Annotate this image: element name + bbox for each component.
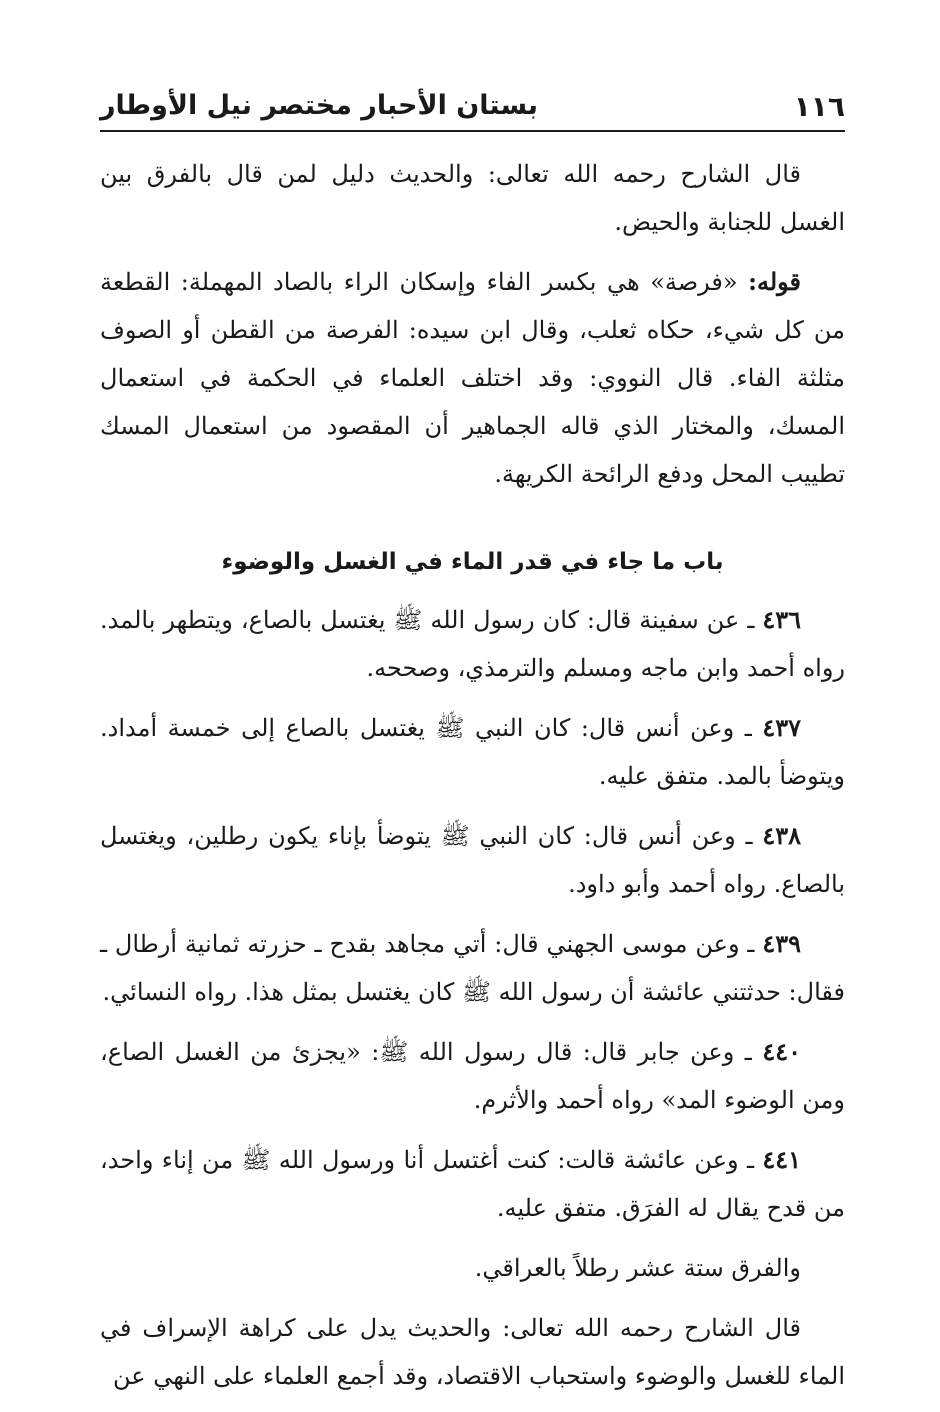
explanation-text: «فرصة» هي بكسر الفاء وإسكان الراء بالصاد المهملة: القطعة من كل شيء، حكاه ثعلب، وقال ابن سيده: الفرصة من القطن أو الصوف مثلثة الفاء. قال النووي: وقد اختلف العلماء في الحكمة في استعمال المسك، والمختار الذي قاله الجماهير أن المقصود من استعمال المسك تطييب المحل ودفع الرائحة الكريهة. [100, 268, 845, 488]
explanation-paragraph [100, 258, 845, 498]
hadith-text: ـ وعن جابر قال: قال رسول الله ﷺ: «يجزئ من الغسل الصاع، ومن الوضوء المد» رواه أحمد والأثرم. [100, 1038, 845, 1114]
hadith-number: ٤٤١ [762, 1145, 801, 1174]
page-header [100, 84, 845, 132]
qawluhu-label: قوله: [748, 267, 802, 296]
page-number: ١١٦ [793, 90, 845, 123]
hadith-text: ـ وعن عائشة قالت: كنت أغتسل أنا ورسول الله ﷺ من إناء واحد، من قدح يقال له الفرَق. متفق عليه. [100, 1146, 845, 1222]
hadith-number: ٤٤٠ [762, 1037, 801, 1066]
hadith-441 [100, 1136, 845, 1232]
hadith-437 [100, 704, 845, 800]
hadith-436 [100, 596, 845, 692]
hadith-text: ـ وعن أنس قال: كان النبي ﷺ يغتسل بالصاع إلى خمسة أمداد. ويتوضأ بالمد. متفق عليه. [100, 714, 845, 790]
faraq-note: والفرق ستة عشر رطلاً بالعراقي. [474, 1254, 801, 1282]
hadith-number: ٤٣٦ [762, 605, 801, 634]
chapter-heading: باب ما جاء في قدر الماء في الغسل والوضوء [221, 549, 724, 575]
commentary-paragraph: قال الشارح رحمه الله تعالى: والحديث دليل لمن قال بالفرق بين الغسل للجنابة والحيض. [100, 160, 845, 236]
hadith-number: ٤٣٧ [762, 713, 801, 742]
hadith-number: ٤٣٩ [762, 929, 802, 958]
book-title: بستان الأحبار مختصر نيل الأوطار [100, 90, 539, 121]
hadith-text: ـ عن سفينة قال: كان رسول الله ﷺ يغتسل بالصاع، ويتطهر بالمد. رواه أحمد وابن ماجه ومسلم والترمذي، وصححه. [100, 606, 845, 682]
hadith-number: ٤٣٨ [762, 821, 801, 850]
hadith-438 [100, 812, 845, 908]
hadith-text: ـ وعن موسى الجهني قال: أتي مجاهد بقدح ـ حزرته ثمانية أرطال ـ فقال: حدثتني عائشة أن رسول الله ﷺ كان يغتسل بمثل هذا. رواه النسائي. [100, 930, 845, 1006]
hadith-text: ـ وعن أنس قال: كان النبي ﷺ يتوضأ بإناء يكون رطلين، ويغتسل بالصاع. رواه أحمد وأبو داود. [100, 822, 845, 898]
page-content [100, 150, 845, 1412]
commentary-paragraph-final: قال الشارح رحمه الله تعالى: والحديث يدل على كراهة الإسراف في الماء للغسل والوضوء واستحباب الاقتصاد، وقد أجمع العلماء على النهي عن [100, 1314, 845, 1390]
hadith-440 [100, 1028, 845, 1124]
hadith-439 [100, 920, 845, 1016]
